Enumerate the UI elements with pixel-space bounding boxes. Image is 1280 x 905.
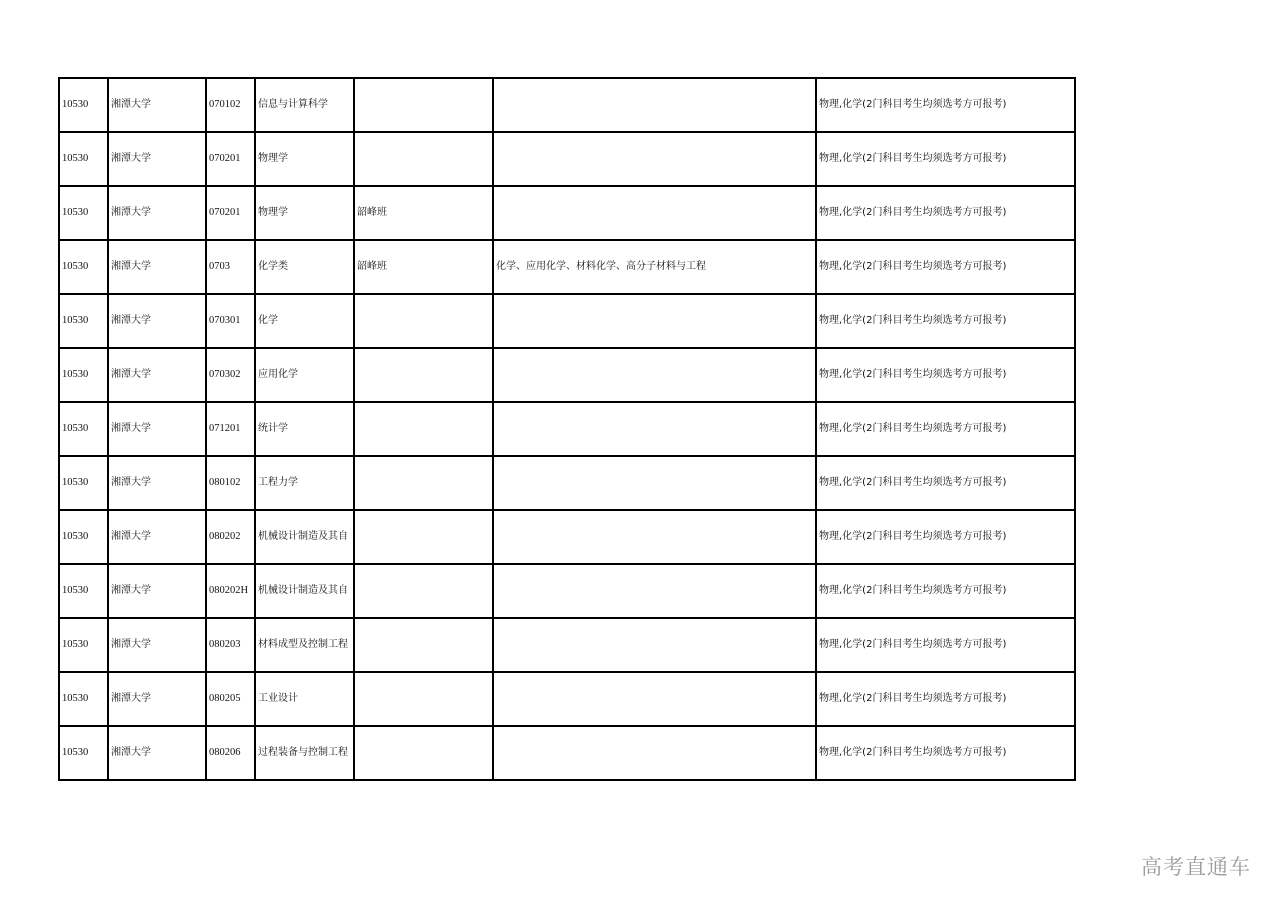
included-majors-cell [493, 672, 816, 726]
major-name-cell: 统计学 [255, 402, 354, 456]
major-code-cell: 0703 [206, 240, 255, 294]
class-note-cell: 韶峰班 [354, 186, 493, 240]
included-majors-cell [493, 510, 816, 564]
class-note-cell [354, 132, 493, 186]
included-majors-cell [493, 618, 816, 672]
major-name-cell: 化学类 [255, 240, 354, 294]
included-majors-cell [493, 402, 816, 456]
school-code-cell: 10530 [59, 186, 108, 240]
table-row [59, 132, 1075, 186]
table-row [59, 672, 1075, 726]
class-note-cell [354, 726, 493, 780]
major-name-cell: 机械设计制造及其自 [255, 564, 354, 618]
school-code-cell: 10530 [59, 618, 108, 672]
included-majors-cell [493, 132, 816, 186]
table-row [59, 618, 1075, 672]
major-name-cell: 物理学 [255, 132, 354, 186]
major-name-cell: 过程装备与控制工程 [255, 726, 354, 780]
major-code-cell: 080206 [206, 726, 255, 780]
major-name-cell: 材料成型及控制工程 [255, 618, 354, 672]
major-name-cell: 化学 [255, 294, 354, 348]
watermark-text: 高考直通车 [1141, 855, 1251, 879]
subject-requirement-cell: 物理,化学(2门科目考生均须选考方可报考) [816, 78, 1075, 132]
major-code-cell: 070201 [206, 186, 255, 240]
subject-requirement-cell: 物理,化学(2门科目考生均须选考方可报考) [816, 510, 1075, 564]
school-name-cell: 湘潭大学 [108, 294, 206, 348]
included-majors-cell [493, 564, 816, 618]
subject-requirement-cell: 物理,化学(2门科目考生均须选考方可报考) [816, 456, 1075, 510]
school-code-cell: 10530 [59, 132, 108, 186]
table-row [59, 564, 1075, 618]
major-code-cell: 080202 [206, 510, 255, 564]
major-code-cell: 070302 [206, 348, 255, 402]
major-code-cell: 080202H [206, 564, 255, 618]
subject-requirement-cell: 物理,化学(2门科目考生均须选考方可报考) [816, 186, 1075, 240]
school-name-cell: 湘潭大学 [108, 402, 206, 456]
subject-requirement-cell: 物理,化学(2门科目考生均须选考方可报考) [816, 726, 1075, 780]
school-name-cell: 湘潭大学 [108, 456, 206, 510]
major-name-cell: 信息与计算科学 [255, 78, 354, 132]
school-code-cell: 10530 [59, 726, 108, 780]
table-row [59, 240, 1075, 294]
class-note-cell: 韶峰班 [354, 240, 493, 294]
school-name-cell: 湘潭大学 [108, 726, 206, 780]
included-majors-cell [493, 348, 816, 402]
subject-requirement-cell: 物理,化学(2门科目考生均须选考方可报考) [816, 240, 1075, 294]
school-name-cell: 湘潭大学 [108, 240, 206, 294]
class-note-cell [354, 510, 493, 564]
subject-requirement-cell: 物理,化学(2门科目考生均须选考方可报考) [816, 672, 1075, 726]
subject-requirement-cell: 物理,化学(2门科目考生均须选考方可报考) [816, 402, 1075, 456]
major-code-cell: 080203 [206, 618, 255, 672]
included-majors-cell [493, 186, 816, 240]
class-note-cell [354, 618, 493, 672]
school-name-cell: 湘潭大学 [108, 132, 206, 186]
major-name-cell: 机械设计制造及其自 [255, 510, 354, 564]
major-code-cell: 070102 [206, 78, 255, 132]
school-name-cell: 湘潭大学 [108, 510, 206, 564]
class-note-cell [354, 402, 493, 456]
table-row [59, 78, 1075, 132]
table-row [59, 402, 1075, 456]
included-majors-cell [493, 78, 816, 132]
school-code-cell: 10530 [59, 564, 108, 618]
subject-requirement-cell: 物理,化学(2门科目考生均须选考方可报考) [816, 132, 1075, 186]
school-code-cell: 10530 [59, 456, 108, 510]
table-body [59, 78, 1075, 780]
table-row [59, 726, 1075, 780]
school-name-cell: 湘潭大学 [108, 564, 206, 618]
table-row [59, 456, 1075, 510]
class-note-cell [354, 564, 493, 618]
school-code-cell: 10530 [59, 78, 108, 132]
admission-requirements-table [58, 77, 1076, 781]
school-code-cell: 10530 [59, 672, 108, 726]
school-code-cell: 10530 [59, 240, 108, 294]
major-code-cell: 080102 [206, 456, 255, 510]
school-name-cell: 湘潭大学 [108, 672, 206, 726]
school-code-cell: 10530 [59, 510, 108, 564]
major-name-cell: 应用化学 [255, 348, 354, 402]
table-row [59, 294, 1075, 348]
class-note-cell [354, 294, 493, 348]
major-name-cell: 工业设计 [255, 672, 354, 726]
subject-requirement-cell: 物理,化学(2门科目考生均须选考方可报考) [816, 618, 1075, 672]
school-name-cell: 湘潭大学 [108, 78, 206, 132]
class-note-cell [354, 78, 493, 132]
major-code-cell: 070301 [206, 294, 255, 348]
major-code-cell: 070201 [206, 132, 255, 186]
subject-requirement-cell: 物理,化学(2门科目考生均须选考方可报考) [816, 294, 1075, 348]
class-note-cell [354, 456, 493, 510]
included-majors-cell: 化学、应用化学、材料化学、高分子材料与工程 [493, 240, 816, 294]
major-name-cell: 物理学 [255, 186, 354, 240]
school-name-cell: 湘潭大学 [108, 618, 206, 672]
class-note-cell [354, 348, 493, 402]
table-row [59, 510, 1075, 564]
subject-requirement-cell: 物理,化学(2门科目考生均须选考方可报考) [816, 348, 1075, 402]
table-row [59, 186, 1075, 240]
school-name-cell: 湘潭大学 [108, 348, 206, 402]
school-code-cell: 10530 [59, 402, 108, 456]
subject-requirement-cell: 物理,化学(2门科目考生均须选考方可报考) [816, 564, 1075, 618]
major-code-cell: 080205 [206, 672, 255, 726]
table-row [59, 348, 1075, 402]
class-note-cell [354, 672, 493, 726]
school-code-cell: 10530 [59, 294, 108, 348]
major-name-cell: 工程力学 [255, 456, 354, 510]
major-code-cell: 071201 [206, 402, 255, 456]
school-name-cell: 湘潭大学 [108, 186, 206, 240]
included-majors-cell [493, 726, 816, 780]
school-code-cell: 10530 [59, 348, 108, 402]
included-majors-cell [493, 294, 816, 348]
included-majors-cell [493, 456, 816, 510]
